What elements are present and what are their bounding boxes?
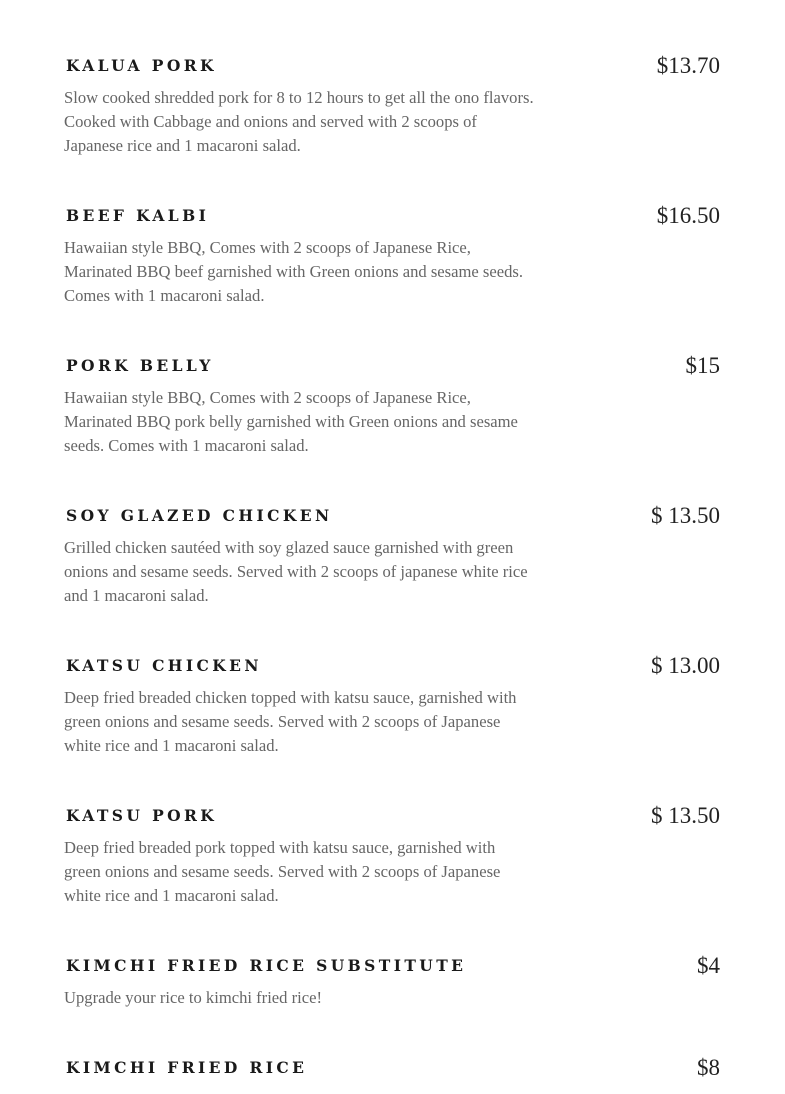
menu-item-description: Grilled chicken sautéed with soy glazed sauce garnished with green onions and sesame seeds. Served with 2 scoops of japanese white rice and 1 macaroni salad. — [64, 538, 528, 605]
menu-item-price: $ 13.00 — [651, 653, 720, 678]
menu-item-description: Hawaiian style BBQ, Comes with 2 scoops of Japanese Rice, Marinated BBQ pork belly garnished with Green onions and sesame seeds. Comes with 1 macaroni salad. — [64, 388, 518, 455]
menu-item-name: BEEF KALBI — [66, 206, 210, 225]
menu-item-name: PORK BELLY — [66, 356, 214, 375]
menu-item-description: Deep fried breaded pork topped with katsu sauce, garnished with green onions and sesame seeds. Served with 2 scoops of Japanese white rice and 1 macaroni salad. — [64, 838, 501, 905]
menu-item-name: KALUA PORK — [66, 56, 217, 75]
menu-item-name: KATSU PORK — [66, 806, 218, 825]
menu-item-description: Upgrade your rice to kimchi fried rice! — [64, 988, 323, 1007]
menu-item-price: $ 13.50 — [651, 503, 720, 528]
menu-item-price: $16.50 — [656, 203, 720, 228]
menu-item-description: Slow cooked shredded pork for 8 to 12 hours to get all the ono flavors. Cooked with Cabbage and onions and served with 2 scoops of Japanese rice and 1 macaroni salad. — [64, 88, 534, 155]
menu-item-price: $13.70 — [656, 53, 720, 78]
menu-item-name: SOY GLAZED CHICKEN — [66, 506, 333, 525]
menu-item-name: KATSU CHICKEN — [66, 656, 262, 675]
menu-item-price: $8 — [697, 1055, 720, 1080]
menu-item-name: KIMCHI FRIED RICE — [66, 1058, 308, 1077]
menu-item-name: KIMCHI FRIED RICE SUBSTITUTE — [66, 956, 467, 975]
menu-item-price: $15 — [685, 353, 720, 378]
menu-item-price: $4 — [697, 953, 720, 978]
menu-item-description: Deep fried breaded chicken topped with katsu sauce, garnished with green onions and sesame seeds. Served with 2 scoops of Japanese white rice and 1 macaroni salad. — [64, 688, 517, 755]
menu-item-description: Hawaiian style BBQ, Comes with 2 scoops of Japanese Rice, Marinated BBQ beef garnished with Green onions and sesame seeds. Comes with 1 macaroni salad. — [64, 238, 523, 305]
menu-item-price: $ 13.50 — [651, 803, 720, 828]
